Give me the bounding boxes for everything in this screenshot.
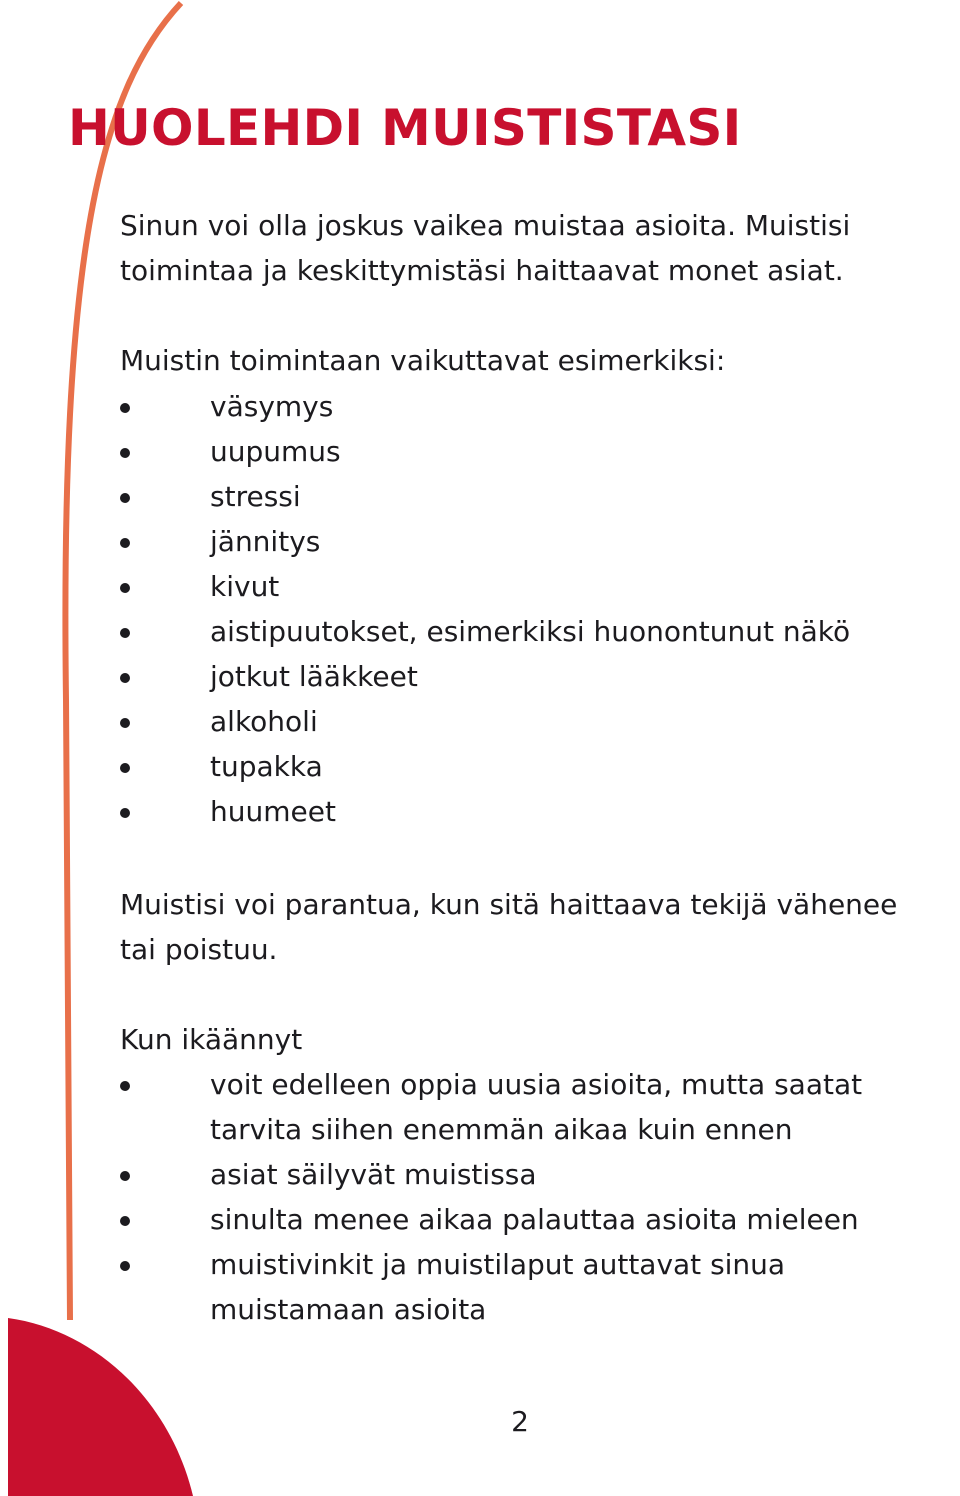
list-item-text: sinulta menee aikaa palauttaa asioita mieleen	[210, 1203, 859, 1236]
list-item-text: muistivinkit ja muistilaput auttavat sinua	[210, 1248, 786, 1281]
list-item	[120, 1062, 862, 1152]
list-item	[120, 654, 850, 699]
list-item-text: aistipuutokset, esimerkiksi huonontunut näkö	[210, 615, 851, 648]
page-title: HUOLEHDI MUISTISTASI	[68, 99, 742, 157]
list-item-text: voit edelleen oppia uusia asioita, mutta saatat	[210, 1068, 863, 1101]
list-item	[120, 1197, 862, 1242]
intro-paragraph	[120, 203, 850, 293]
list-item-text: stressi	[210, 480, 301, 513]
bullet-icon	[120, 718, 130, 728]
list-item	[120, 1152, 862, 1197]
bullet-icon	[120, 673, 130, 683]
list-item-text: muistamaan asioita	[210, 1293, 487, 1326]
bullet-icon	[120, 1081, 130, 1091]
list-item-text: alkoholi	[210, 705, 318, 738]
factors-list	[120, 384, 850, 834]
bullet-icon	[120, 583, 130, 593]
bullet-icon	[120, 1216, 130, 1226]
list-item-text: tarvita siihen enemmän aikaa kuin ennen	[210, 1113, 793, 1146]
intro-line: toimintaa ja keskittymistäsi haittaavat monet asiat.	[120, 254, 844, 287]
list-item	[120, 474, 850, 519]
list-item-text: uupumus	[210, 435, 341, 468]
bullet-icon	[120, 1261, 130, 1271]
list-item-text: tupakka	[210, 750, 323, 783]
improve-line: Muistisi voi parantua, kun sitä haittaava tekijä vähenee	[120, 888, 898, 921]
bullet-icon	[120, 628, 130, 638]
factors-heading: Muistin toimintaan vaikuttavat esimerkiksi:	[120, 344, 726, 377]
list-item-text: jännitys	[210, 525, 321, 558]
list-item	[120, 744, 850, 789]
bullet-icon	[120, 808, 130, 818]
improve-line: tai poistuu.	[120, 933, 278, 966]
bullet-icon	[120, 448, 130, 458]
improve-paragraph	[120, 882, 897, 972]
bullet-icon	[120, 538, 130, 548]
list-item	[120, 519, 850, 564]
list-item-text: asiat säilyvät muistissa	[210, 1158, 537, 1191]
list-item-text: väsymys	[210, 390, 334, 423]
list-item	[120, 699, 850, 744]
bullet-icon	[120, 403, 130, 413]
list-item-text: jotkut lääkkeet	[210, 660, 418, 693]
list-item	[120, 564, 850, 609]
list-item	[120, 789, 850, 834]
list-item-text: huumeet	[210, 795, 336, 828]
list-item	[120, 1242, 862, 1332]
list-item	[120, 429, 850, 474]
intro-line: Sinun voi olla joskus vaikea muistaa asioita. Muistisi	[120, 209, 851, 242]
list-item	[120, 384, 850, 429]
list-item	[120, 609, 850, 654]
bullet-icon	[120, 493, 130, 503]
aging-list	[120, 1062, 862, 1332]
bullet-icon	[120, 1171, 130, 1181]
aging-heading: Kun ikäännyt	[120, 1023, 303, 1056]
bullet-icon	[120, 763, 130, 773]
page-number: 2	[511, 1405, 529, 1438]
list-item-text: kivut	[210, 570, 280, 603]
